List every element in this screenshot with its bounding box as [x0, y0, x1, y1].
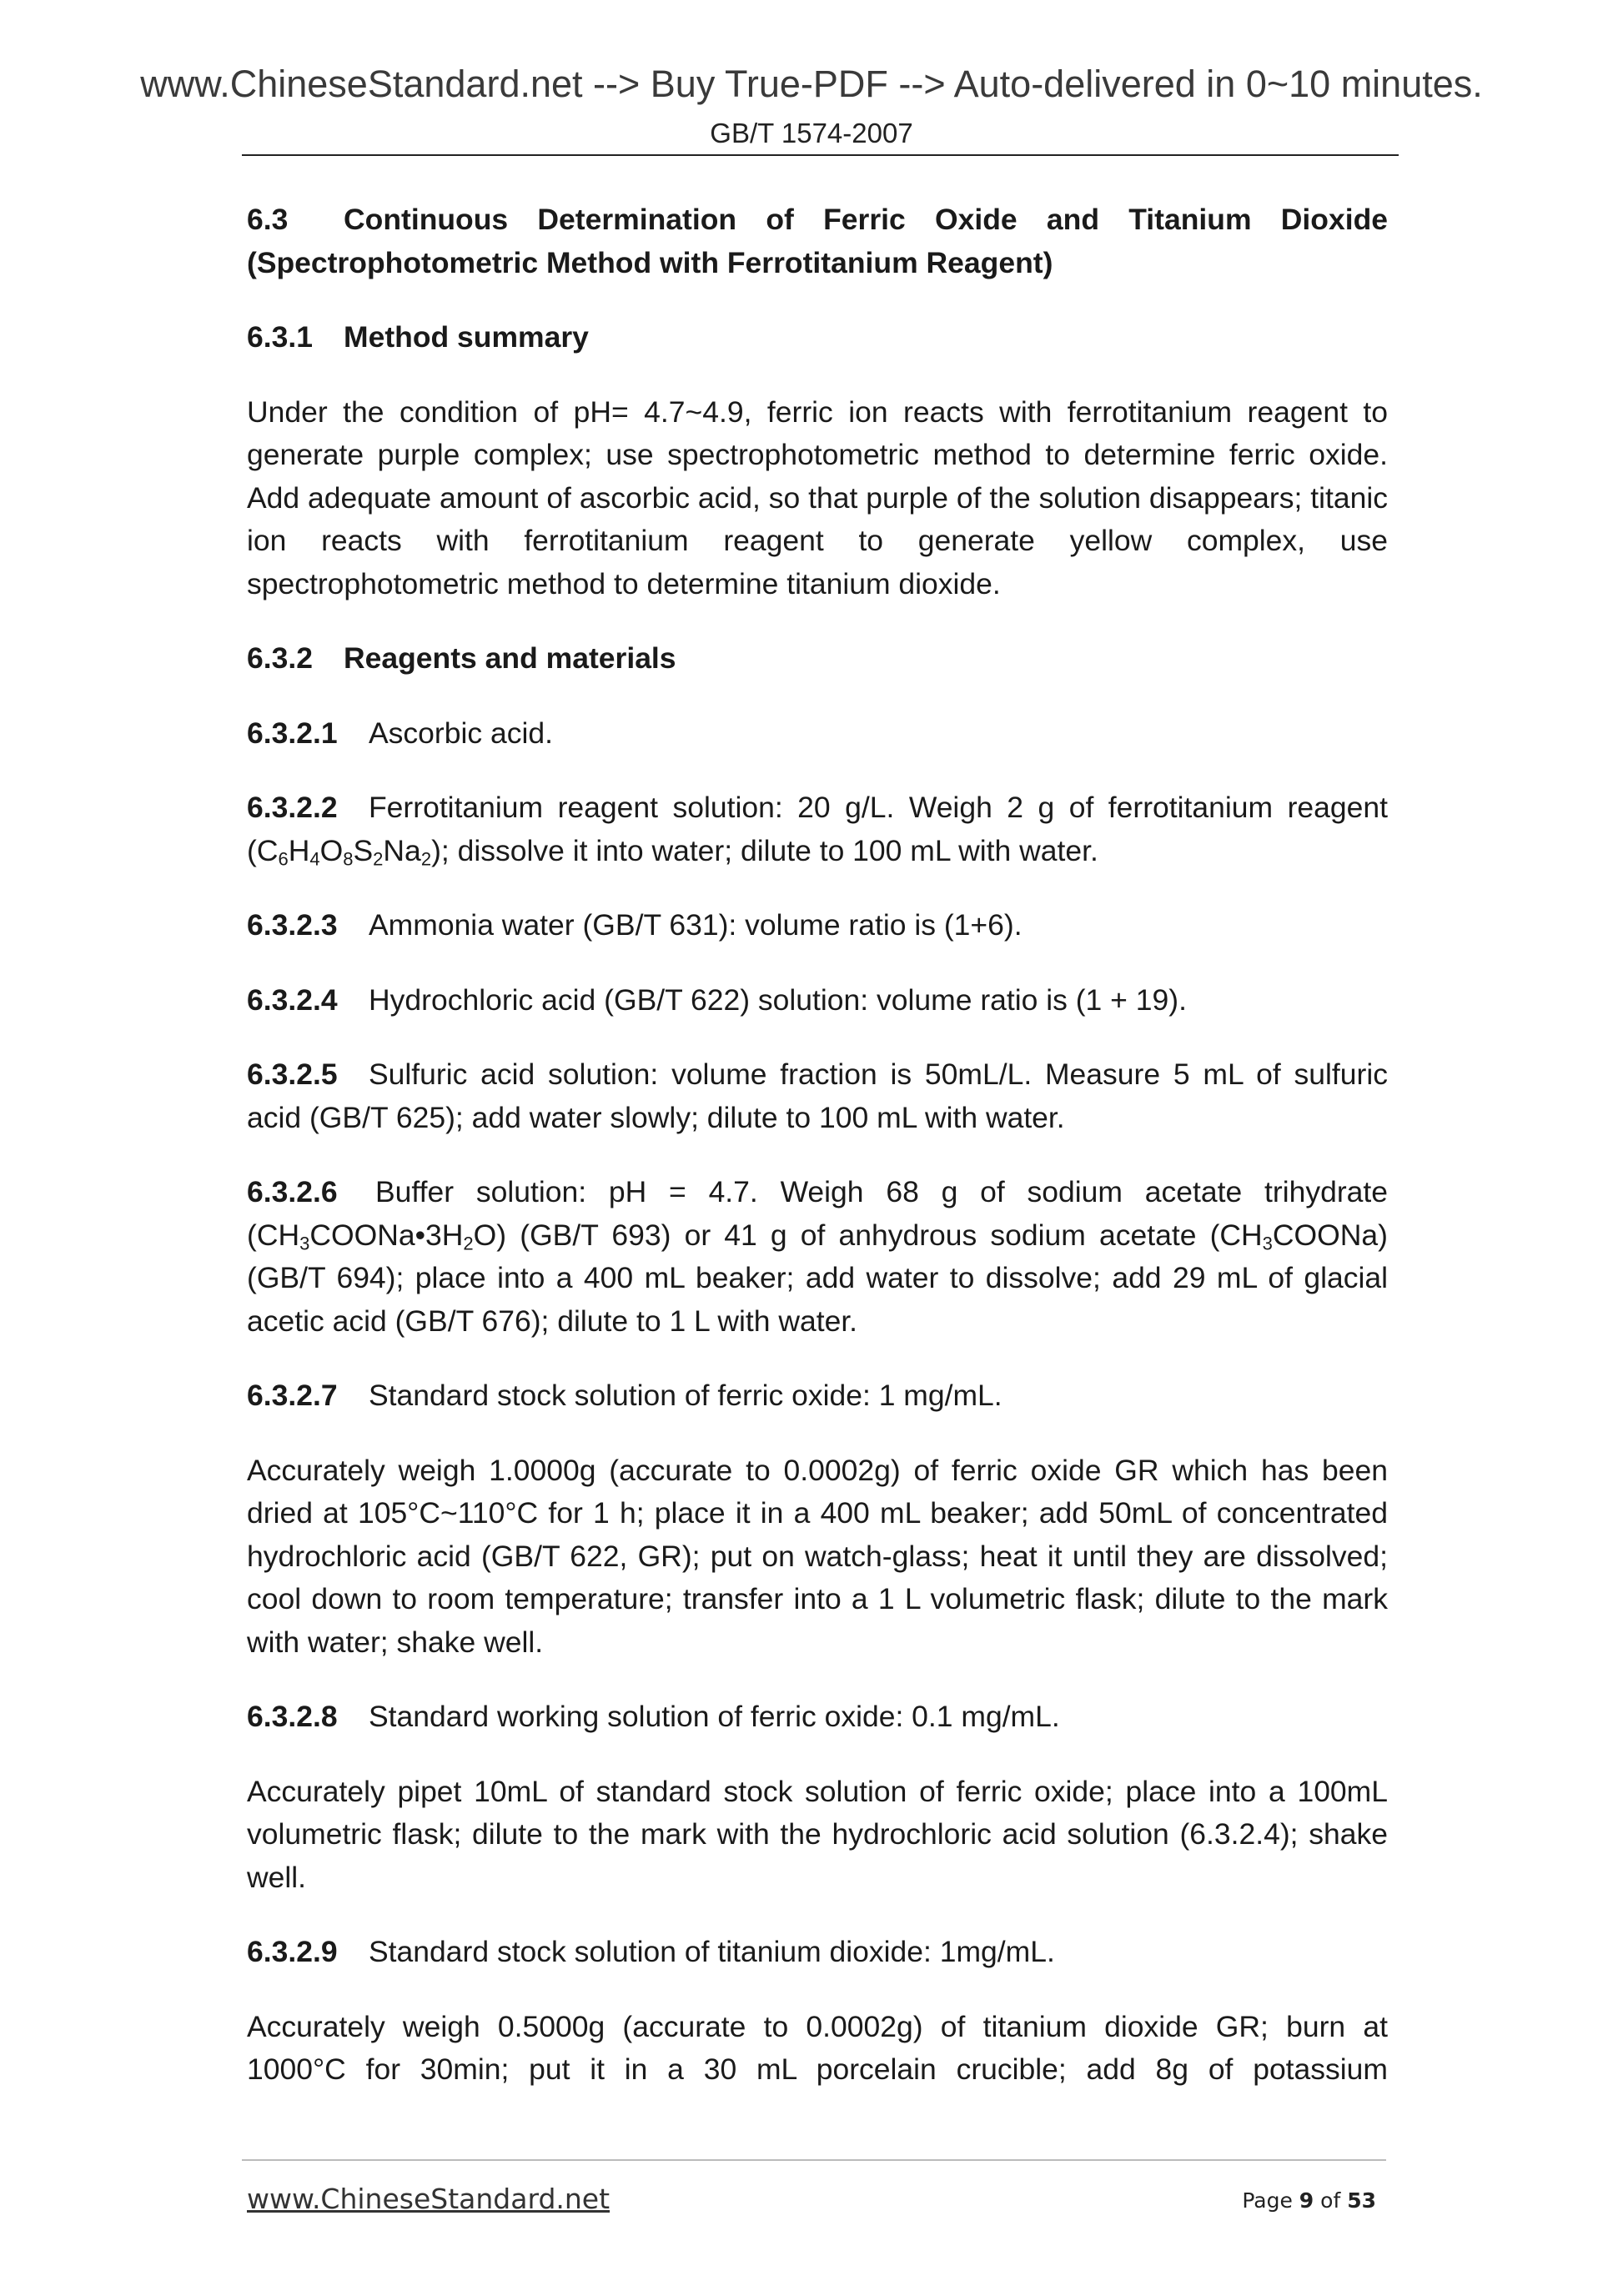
- formula-part: O): [473, 1218, 507, 1252]
- item-text: Standard stock solution of ferric oxide: 1 mg/mL.: [369, 1379, 1002, 1412]
- item-6-3-2-5: [247, 1053, 1388, 1139]
- item-6-3-2-9: [247, 1931, 1388, 1974]
- item-text: Ammonia water (GB/T 631): volume ratio is (1+6).: [369, 908, 1023, 942]
- section-heading-6-3: [247, 198, 1388, 242]
- item-6-3-2-6-formula-line: [247, 1214, 1388, 1258]
- item-text: Ascorbic acid.: [369, 716, 553, 750]
- item-6-3-2-7-body: Accurately weigh 1.0000g (accurate to 0.0002g) of ferric oxide GR which has been dried at 105°C~110°C for 1 h; place it in a 400 mL beaker; add 50mL of concentrated hydrochloric acid (GB/T 622, GR); put on watch-glass; heat it until they are dissolved; cool down to room temperature; transfer into a 1 L volumetric flask; dilute to the mark with water; shake well.: [247, 1453, 1388, 1659]
- header-divider: [242, 154, 1399, 156]
- item-6-3-2-1: [247, 712, 1388, 756]
- formula-part: O: [319, 833, 344, 867]
- formula-part: Na: [383, 833, 421, 867]
- section-number: 6.3.2: [247, 641, 313, 675]
- item-6-3-2-2: [247, 786, 1388, 830]
- item-text: Standard stock solution of titanium dioxide: 1mg/mL.: [369, 1935, 1055, 1968]
- page-number: [1242, 2188, 1376, 2213]
- formula-part: (C: [247, 833, 279, 867]
- section-title-line2: (Spectrophotometric Method with Ferrotitanium Reagent): [247, 245, 1053, 279]
- formula-part: COONa•3H: [309, 1218, 464, 1252]
- section-number: 6.3: [247, 203, 289, 236]
- item-number: 6.3.2.7: [247, 1379, 338, 1412]
- formula-subscript: 8: [343, 848, 354, 869]
- formula-subscript: 3: [1262, 1233, 1273, 1254]
- chemical-formula: [247, 1218, 506, 1252]
- formula-subscript: 4: [309, 848, 320, 869]
- header-banner[interactable]: www.ChineseStandard.net --> Buy True-PDF --> Auto-delivered in 0~10 minutes.: [140, 63, 1483, 105]
- item-number: 6.3.2.2: [247, 791, 338, 824]
- section-title: Method summary: [344, 320, 589, 354]
- item-6-3-2-7: [247, 1374, 1388, 1418]
- chemical-formula: [247, 834, 431, 867]
- method-summary-paragraph: Under the condition of pH= 4.7~4.9, ferric ion reacts with ferrotitanium reagent to generate purple complex; use spectrophotometric method to determine ferric oxide. Add adequate amount of ascorbic acid, so that purple of the solution disappears; titanic ion reacts with ferrotitanium reagent to generate yellow complex, use spectrophotometric method to determine titanium dioxide.: [247, 394, 1388, 600]
- page-of-label: of: [1314, 2188, 1348, 2213]
- item-text: Hydrochloric acid (GB/T 622) solution: volume ratio is (1 + 19).: [369, 982, 1187, 1017]
- formula-subscript: 2: [463, 1233, 474, 1254]
- formula-part: H: [288, 833, 310, 867]
- footer-website-link[interactable]: www.ChineseStandard.net: [247, 2183, 611, 2215]
- item-text: Ferrotitanium reagent solution: 20 g/L. Weigh 2 g of ferrotitanium reagent: [369, 791, 1388, 824]
- item-number: 6.3.2.9: [247, 1935, 338, 1968]
- section-heading-6-3-cont: [247, 242, 1388, 285]
- page-label: Page: [1242, 2188, 1299, 2213]
- total-pages: 53: [1347, 2188, 1376, 2213]
- formula-part: COONa): [1272, 1218, 1388, 1252]
- item-text: (GB/T 693) or 41 g of anhydrous sodium acetate (CH: [506, 1218, 1263, 1252]
- item-number: 6.3.2.4: [247, 982, 338, 1017]
- section-title-line1: Continuous Determination of Ferric Oxide and Titanium Dioxide: [344, 203, 1388, 236]
- item-number: 6.3.2.8: [247, 1700, 338, 1733]
- current-page: 9: [1299, 2188, 1314, 2213]
- item-text: ); dissolve it into water; dilute to 100 mL with water.: [431, 833, 1098, 867]
- item-text: Buffer solution: pH = 4.7. Weigh 68 g of sodium acetate trihydrate: [375, 1175, 1388, 1208]
- item-6-3-2-8: [247, 1696, 1388, 1739]
- formula-part: (CH: [247, 1218, 300, 1252]
- item-number: 6.3.2.1: [247, 716, 338, 750]
- section-heading-6-3-1: [247, 316, 1388, 359]
- item-6-3-2-6: [247, 1171, 1388, 1214]
- footer-divider: [242, 2159, 1386, 2161]
- item-number: 6.3.2.6: [247, 1175, 338, 1208]
- item-number: 6.3.2.5: [247, 1058, 338, 1091]
- formula-subscript: 6: [278, 848, 289, 869]
- item-text: Standard working solution of ferric oxide: 0.1 mg/mL.: [369, 1700, 1060, 1733]
- item-text: Sulfuric acid solution: volume fraction is 50mL/L. Measure 5 mL of sulfuric acid (GB/T 625); add water slowly; dilute to 100 mL with water.: [247, 1058, 1388, 1134]
- item-number: 6.3.2.3: [247, 908, 338, 942]
- formula-subscript: 2: [373, 848, 384, 869]
- formula-subscript: 2: [420, 848, 432, 869]
- section-heading-6-3-2: [247, 637, 1388, 681]
- section-title: Reagents and materials: [344, 641, 676, 675]
- document-body: [247, 198, 1388, 2092]
- formula-part: S: [353, 833, 374, 867]
- item-6-3-2-6-cont: (GB/T 694); place into a 400 mL beaker; add water to dissolve; add 29 mL of glacial acetic acid (GB/T 676); dilute to 1 L with water.: [247, 1261, 1388, 1338]
- item-6-3-2-9-body: Accurately weigh 0.5000g (accurate to 0.0002g) of titanium dioxide GR; burn at 1000°C for 30min; put it in a 30 mL porcelain crucible; add 8g of potassium: [247, 2009, 1388, 2086]
- item-6-3-2-2-cont: [247, 830, 1388, 873]
- item-6-3-2-4: [247, 979, 1388, 1022]
- section-number: 6.3.1: [247, 320, 313, 354]
- item-6-3-2-3: [247, 904, 1388, 947]
- standard-code: GB/T 1574-2007: [710, 118, 913, 148]
- item-6-3-2-8-body: Accurately pipet 10mL of standard stock solution of ferric oxide; place into a 100mL volumetric flask; dilute to the mark with the hydrochloric acid solution (6.3.2.4); shake well.: [247, 1774, 1388, 1894]
- formula-subscript: 3: [299, 1233, 310, 1254]
